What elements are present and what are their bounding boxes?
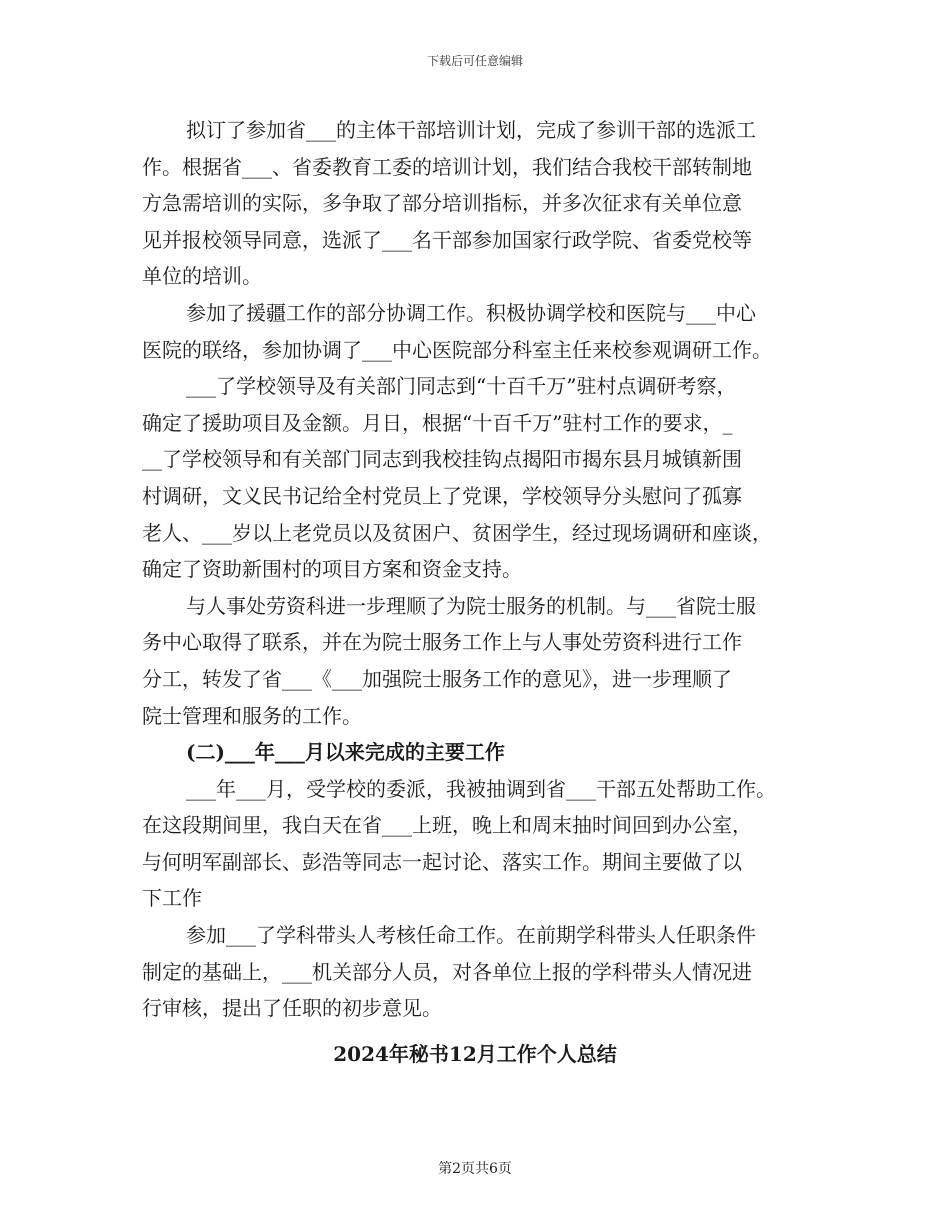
paragraph — [142, 368, 832, 588]
paragraph-line: 方急需培训的实际，多争取了部分培训指标，并多次征求有关单位意 — [142, 191, 742, 216]
paragraph-line: ___了学校领导及有关部门同志到“十百千万”驻村点调研考察， — [186, 374, 737, 399]
paragraph-line: 老人、___岁以上老党员以及贫困户、贫困学生，经过现场调研和座谈， — [142, 520, 772, 545]
paragraph-line: 确定了援助项目及金额。月日，根据“十百千万”驻村工作的要求，_ — [142, 410, 733, 435]
section-heading — [142, 734, 832, 771]
document-body — [142, 112, 832, 1027]
heading-text: (二)___年___月以来完成的主要工作 — [186, 740, 505, 765]
paragraph-line: 分工，转发了省___《___加强院士服务工作的意见》，进一步理顺了 — [142, 666, 732, 691]
paragraph-line: __了学校领导和有关部门同志到我校挂钩点揭阳市揭东县月城镇新围 — [142, 447, 742, 472]
paragraph-line: 务中心取得了联系，并在为院士服务工作上与人事处劳资科进行工作 — [142, 630, 742, 655]
paragraph — [142, 295, 832, 368]
paragraph-line: 下工作 — [142, 886, 202, 911]
paragraph-line: 确定了资助新围村的项目方案和资金支持。 — [142, 557, 522, 582]
paragraph-line: 与人事处劳资科进一步理顺了为院士服务的机制。与___省院士服 — [186, 593, 756, 618]
paragraph-line: 见并报校领导同意，选派了___名干部参加国家行政学院、省委党校等 — [142, 227, 752, 252]
paragraph — [142, 112, 832, 295]
paragraph-line: 与何明军副部长、彭浩等同志一起讨论、落实工作。期间主要做了以 — [142, 849, 742, 874]
paragraph-line: 拟订了参加省___的主体干部培训计划，完成了参训干部的选派工 — [186, 118, 756, 142]
page-footer: 第2页共6页 — [438, 1161, 512, 1177]
paragraph-line: ___年___月，受学校的委派，我被抽调到省___干部五处帮助工作。 — [186, 776, 776, 801]
paragraph — [142, 771, 832, 917]
paragraph-line: 行审核，提出了任职的初步意见。 — [142, 996, 442, 1021]
paragraph-line: 制定的基础上，___机关部分人员，对各单位上报的学科带头人情况进 — [142, 959, 752, 984]
paragraph-line: 参加了援疆工作的部分协调工作。积极协调学校和医院与___中心 — [186, 300, 756, 325]
paragraph-line: 医院的联络，参加协调了___中心医院部分科室主任来校参观调研工作。 — [142, 337, 772, 362]
paragraph — [142, 917, 832, 1027]
document-title: 2024年秘书12月工作个人总结 — [333, 1042, 617, 1066]
paragraph — [142, 588, 832, 734]
paragraph-line: 作。根据省___、省委教育工委的培训计划，我们结合我校干部转制地 — [142, 154, 752, 179]
paragraph-line: 在这段期间里，我白天在省___上班，晚上和周末抽时间回到办公室， — [142, 813, 752, 838]
paragraph-line: 村调研，文义民书记给全村党员上了党课，学校领导分头慰问了孤寡 — [142, 483, 742, 508]
paragraph-line: 参加___了学科带头人考核任命工作。在前期学科带头人任职条件 — [186, 923, 756, 948]
paragraph-line: 单位的培训。 — [142, 264, 262, 289]
paragraph-line: 院士管理和服务的工作。 — [142, 703, 362, 728]
page-header: 下载后可任意编辑 — [426, 54, 523, 68]
